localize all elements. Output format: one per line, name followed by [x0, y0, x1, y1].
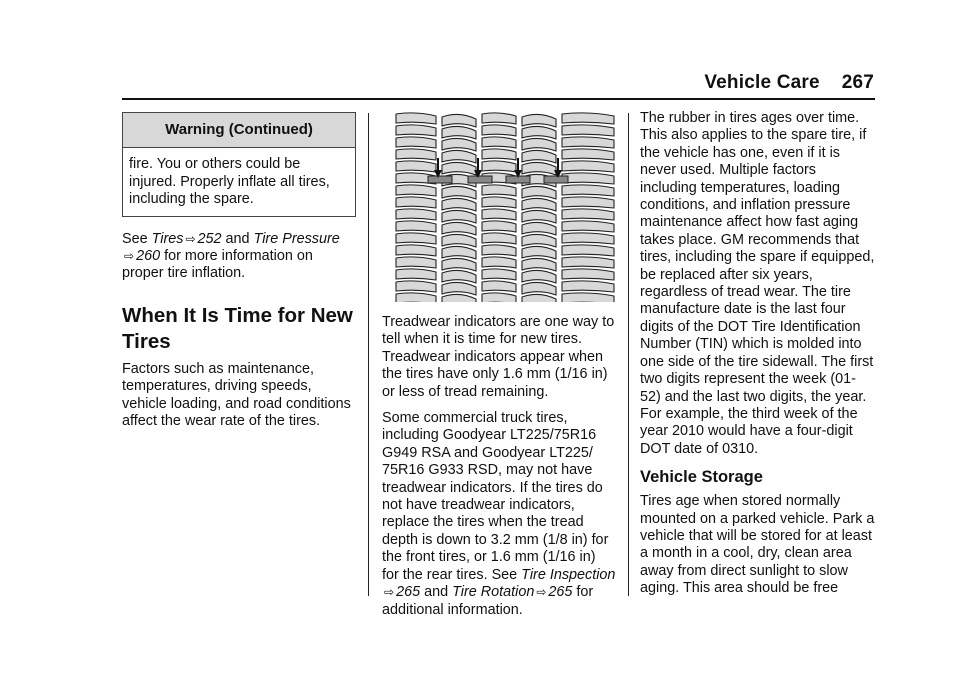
body-paragraph: The rubber in tires ages over time. This also applies to the spare tire, if the vehicle has one, even if it is never used. Multiple factors including temperatures, loading conditions, and inflation pressure maintenance affect how fast aging takes place. GM recommends that tires, including the spare if equipped, be replaced after six years, regardless of tread wear. The tire manufacture date is the last four digits of the DOT Tire Identification Number (TIN) which is molded into one side of the tire sidewall. The first two digits represent the week (01-52) and the last two digits, the year. For example, the third week of the year 2010 would have a four-digit DOT date of 0310. [640, 110, 875, 457]
subsection-heading: Vehicle Storage [640, 468, 763, 487]
page-reference-arrow-icon: ⇨ [124, 249, 135, 264]
page-ref-265b[interactable]: 265 [548, 584, 573, 601]
page-ref-265[interactable]: 265 [396, 584, 421, 601]
column-divider-2 [628, 113, 629, 596]
link-tire-rotation[interactable]: Tire Rotation [452, 584, 535, 601]
body-paragraph: Tires age when stored normally mounted on a parked vehicle. Park a vehicle that will be stored for at least a month in a cool, dry, clean area away from direct sunlight to slow aging. This area should be free [640, 493, 875, 597]
page-ref-260[interactable]: 260 [136, 248, 161, 265]
page-reference-arrow-icon: ⇨ [384, 585, 395, 600]
column-divider-1 [368, 113, 369, 596]
warning-title: Warning (Continued) [123, 113, 355, 148]
treadwear-indicator-illustration [394, 112, 616, 302]
page-header [0, 0, 960, 100]
see-also-paragraph: See Tires ⇨ 252 and Tire Pressure ⇨ 260 for more information on proper tire inflation. [122, 230, 340, 282]
page-reference-arrow-icon: ⇨ [536, 585, 547, 600]
body-paragraph: Factors such as maintenance, temperatures, driving speeds, vehicle loading, and road conditions affect the wear rate of the tires. [122, 360, 351, 430]
link-tire-inspection[interactable]: Tire Inspection [521, 566, 616, 583]
column-2 [382, 112, 616, 628]
link-tires[interactable]: Tires [151, 230, 184, 247]
column-3 [640, 110, 876, 607]
link-tire-pressure[interactable]: Tire Pressure [253, 230, 340, 247]
column-1 [122, 112, 356, 439]
body-paragraph: Treadwear indicators are one way to tell when it is time for new tires. Treadwear indicators appear when the tires have only 1.6 mm (1/16 in) or less of tread remaining. [382, 314, 615, 400]
section-title: Vehicle Care 267 [704, 72, 874, 93]
body-paragraph: Some commercial truck tires, including Goodyear LT225/75R16 G949 RSA and Goodyear LT225/ 75R16 G933 RSD, may not have treadwear indicators. If the tires do not have treadwear indicators, replace the tires when the tread depth is down to 3.2 mm (1/8 in) for the front tires, or 1.6 mm (1/16 in) for the rear tires. See Tire Inspection ⇨ 265 and Tire Rotation ⇨ 265 for additional information. [382, 410, 616, 618]
section-heading: When It Is Time for New Tires [122, 303, 353, 353]
page-number: 267 [841, 72, 874, 93]
warning-body: fire. You or others could be injured. Properly inflate all tires, including the spare. [129, 156, 330, 208]
header-rule [122, 98, 875, 100]
page-ref-252[interactable]: 252 [197, 230, 222, 247]
warning-box [122, 112, 356, 217]
page-reference-arrow-icon: ⇨ [185, 231, 196, 246]
